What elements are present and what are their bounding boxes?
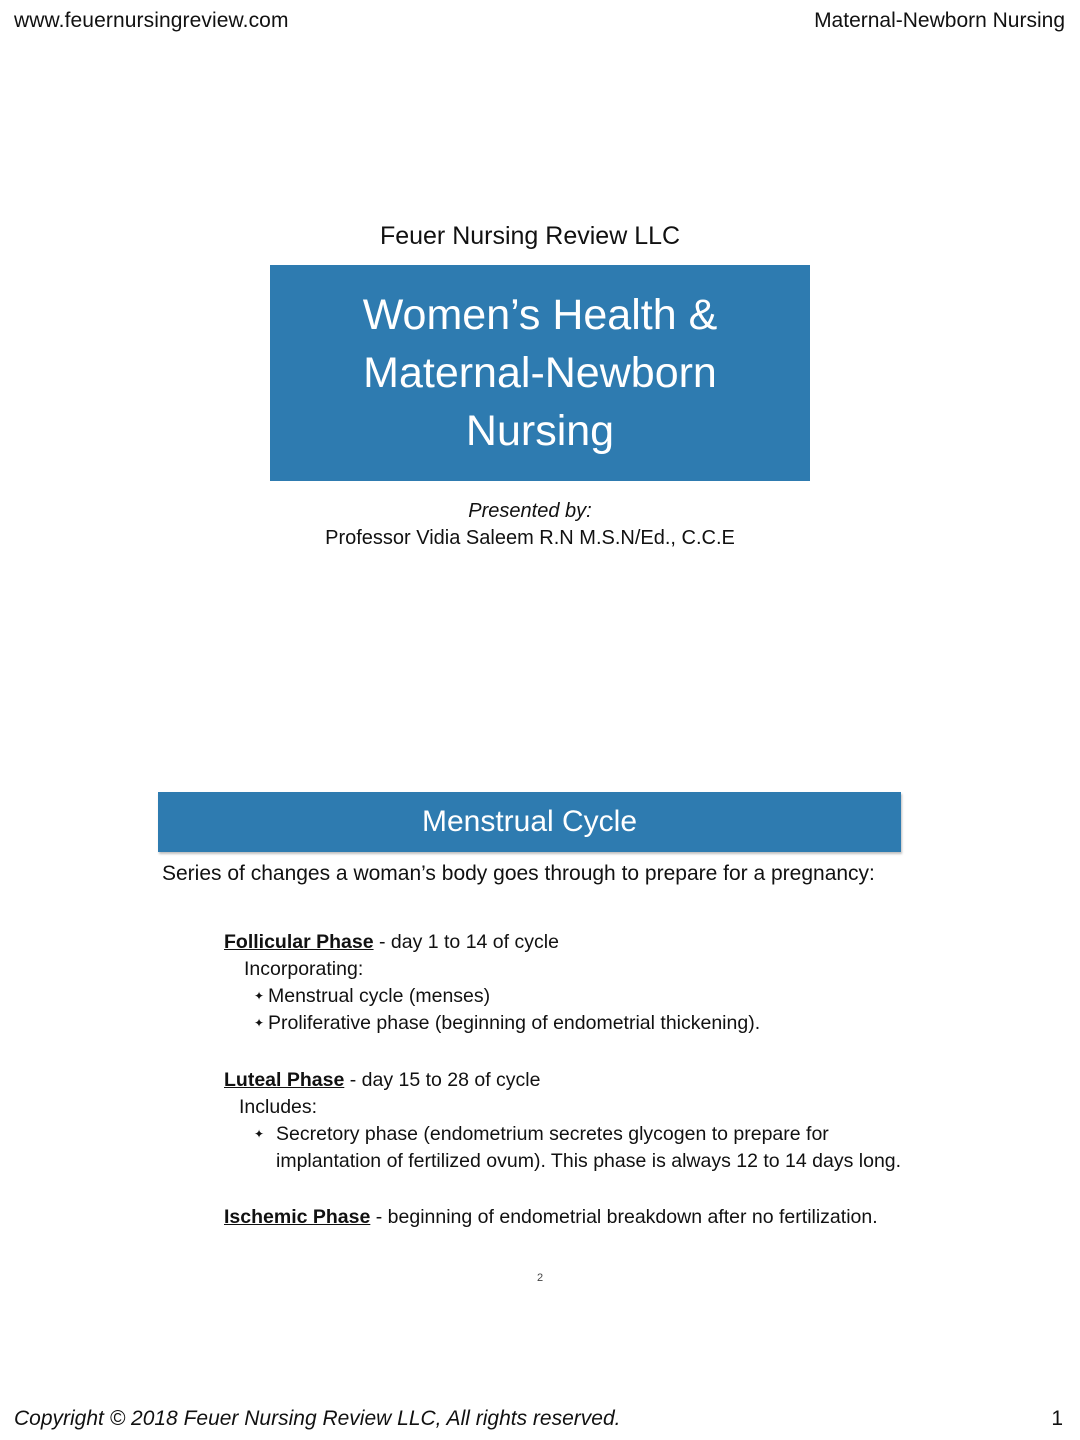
section-header-menstrual-cycle [158,792,901,852]
phase-name: Follicular Phase [224,931,374,953]
header-course-title: Maternal-Newborn Nursing [814,9,1065,32]
bullet-text: Menstrual cycle (menses) [268,985,491,1007]
title-line-3: Nursing [465,407,615,455]
phase-luteal [224,1067,901,1175]
slide-number: 2 [536,1272,544,1284]
section-header-label: Menstrual Cycle [421,805,638,838]
footer-page-number: 1 [1051,1407,1063,1430]
phase-ischemic [224,1204,878,1231]
organization-name: Feuer Nursing Review LLC [379,222,681,250]
intro-text: Series of changes a woman’s body goes through to prepare for a pregnancy: [162,862,875,885]
phase-follicular [224,929,760,1037]
star-bullet-icon: ✦ [254,989,265,1003]
bullet-text: Proliferative phase (beginning of endometrial thickening). [268,1012,761,1034]
phase-description: - day 1 to 14 of cycle [373,931,559,953]
presented-by-label: Presented by: [468,500,592,522]
list-item [224,983,760,1010]
bullet-text-line-1: Secretory phase (endometrium secretes glycogen to prepare for [276,1123,829,1145]
star-bullet-icon: ✦ [254,1016,265,1030]
title-banner [270,265,810,481]
list-item [224,1121,901,1175]
presenter-name: Professor Vidia Saleem R.N M.S.N/Ed., C.C.E [325,527,735,549]
bullet-text [276,1121,901,1175]
phase-sub-label: Incorporating: [244,958,364,980]
title-line-1: Women’s Health & [362,291,718,339]
star-bullet-icon: ✦ [254,1127,265,1141]
bullet-text-line-2: implantation of fertilized ovum). This phase is always 12 to 14 days long. [276,1150,902,1172]
phase-description: - beginning of endometrial breakdown after no fertilization. [370,1206,878,1228]
phase-name: Ischemic Phase [224,1206,371,1228]
footer-copyright: Copyright © 2018 Feuer Nursing Review LLC, All rights reserved. [14,1407,621,1430]
title-line-2: Maternal-Newborn [363,349,717,397]
header-website-url: www.feuernursingreview.com [14,9,289,32]
phase-description: - day 15 to 28 of cycle [344,1069,541,1091]
list-item [224,1010,760,1037]
phase-name: Luteal Phase [224,1069,345,1091]
phase-sub-label: Includes: [239,1096,318,1118]
